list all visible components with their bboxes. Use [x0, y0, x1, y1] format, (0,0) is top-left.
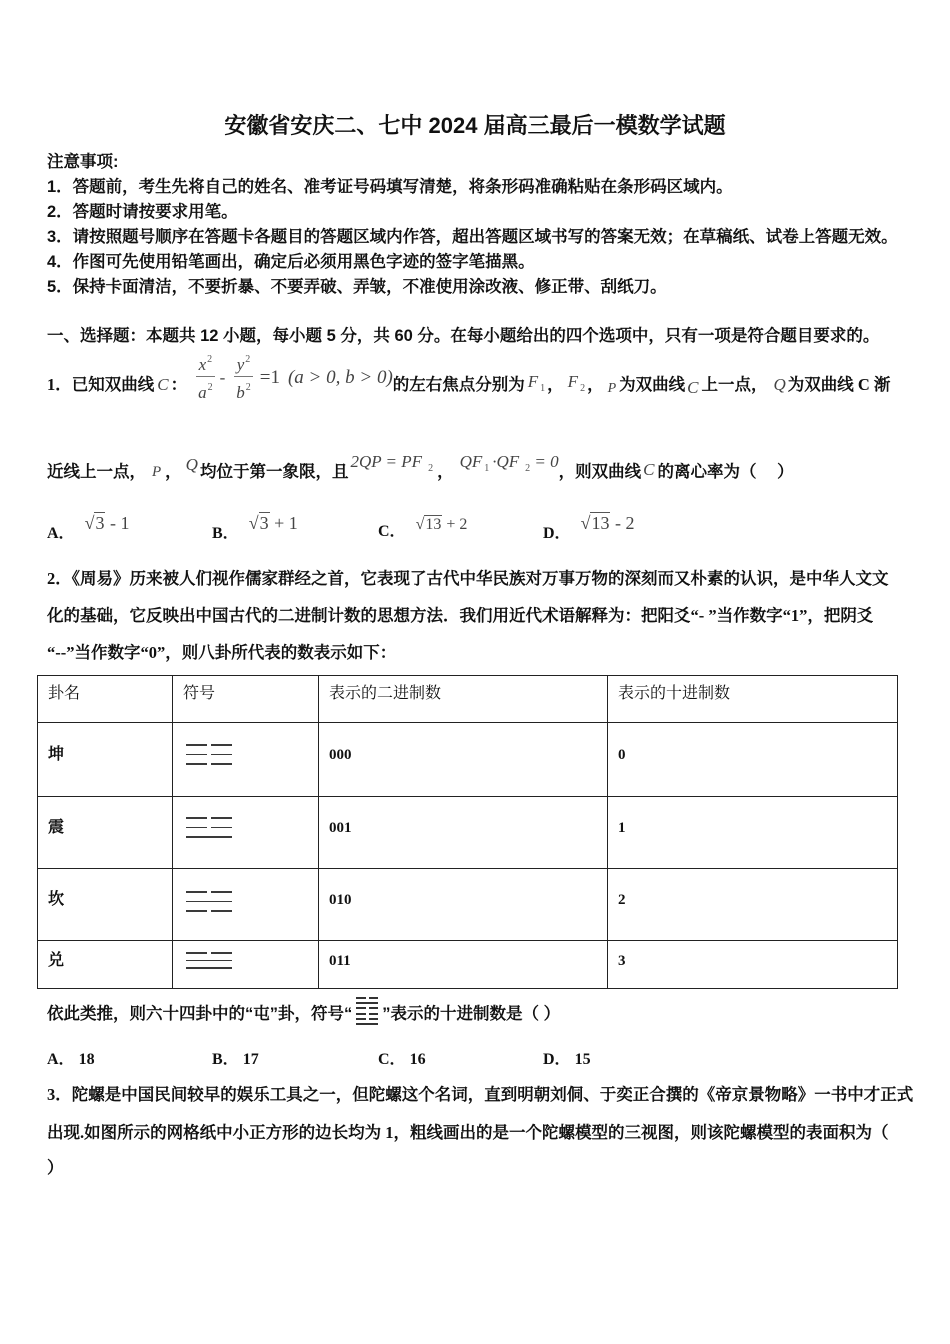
option-label: D． — [543, 525, 571, 542]
hexagram-zhun-icon — [356, 997, 378, 1026]
notice-item: 1．答题前，考生先将自己的姓名、准考证号码填写清楚，将条形码准确粘贴在条形码区域内。 — [47, 178, 733, 196]
q2-line: “--”当作数字“0”，则八卦所代表的数表示如下： — [47, 643, 397, 662]
q3-line: ） — [47, 1158, 64, 1177]
subscript: 1 — [484, 462, 490, 474]
decimal-value: 3 — [608, 941, 898, 989]
page-title: 安徽省安庆二、七中 2024 届高三最后一模数学试题 — [224, 113, 726, 138]
yin-line — [356, 1013, 378, 1015]
table-row — [38, 941, 898, 989]
fraction-denominator: a — [198, 382, 207, 402]
binary-value: 001 — [319, 797, 608, 869]
binary-value: 000 — [319, 723, 608, 797]
yang-line — [186, 960, 232, 962]
focus-letter: F — [567, 371, 579, 391]
q1-text: 近线上一点， — [47, 462, 146, 481]
exponent: 2 — [207, 381, 213, 393]
binary-value: 010 — [319, 869, 608, 941]
notice-item: 2．答题时请按要求用笔。 — [47, 203, 238, 221]
q1-text: 均位于第一象限，且 — [199, 462, 349, 481]
q1-option-b[interactable] — [212, 513, 298, 545]
option-value: 16 — [409, 1051, 426, 1068]
option-rest: + 2 — [442, 516, 468, 533]
trigram-symbol-cell — [173, 723, 319, 797]
fraction-numerator: y — [236, 354, 245, 374]
followup-text: ”表示的十进制数是（ ） — [382, 1005, 561, 1023]
section-heading: 一、选择题：本题共 12 小题，每小题 5 分，共 60 分。在每小题给出的四个选项中，只有一项是符合题目要求的。 — [47, 327, 880, 345]
q1-colon: ： — [170, 375, 188, 394]
math-var-p: P — [152, 464, 162, 480]
decimal-value: 2 — [608, 869, 898, 941]
math-var-c: C — [687, 378, 699, 397]
q1-text: 的离心率为（ ） — [657, 462, 794, 481]
math-f2 — [568, 371, 585, 400]
q1-text: 为双曲线 — [619, 375, 686, 394]
radicand: 3 — [259, 513, 269, 533]
equation-text: QF — [459, 451, 483, 471]
q3-line: 3．陀螺是中国民间较早的娱乐工具之一，但陀螺这个名词，直到明朝刘侗、于奕正合撰的《帝京景物略》一书中才正式 — [47, 1085, 914, 1104]
subscript: 2 — [580, 382, 586, 394]
option-value: 17 — [242, 1051, 259, 1068]
q2-followup — [47, 1003, 560, 1025]
subscript: 2 — [428, 462, 434, 474]
decimal-value: 1 — [608, 797, 898, 869]
q2-option-a[interactable] — [47, 1049, 95, 1071]
yin-line — [186, 891, 232, 893]
comma: ， — [437, 462, 454, 481]
equals-one: =1 — [259, 367, 280, 388]
yin-line — [186, 827, 232, 829]
q2-option-c[interactable] — [378, 1049, 426, 1071]
comma: ， — [587, 375, 604, 394]
radicand: 13 — [425, 516, 442, 533]
comma: ， — [547, 375, 564, 394]
option-value: √13 + 2 — [415, 516, 468, 533]
q1-text: 上一点， — [701, 375, 768, 394]
option-value: √3 + 1 — [248, 513, 298, 533]
minus-sign: - — [219, 368, 226, 387]
q2-option-d[interactable] — [543, 1049, 591, 1071]
q2-line: 2．《周易》历来被人们视作儒家群经之首，它表现了古代中华民族对万事万物的深刻而又朴素的认识，是中华人文文 — [47, 569, 889, 588]
yin-line — [186, 763, 232, 765]
fraction-x2-a2 — [195, 349, 216, 404]
option-label: A． — [47, 525, 75, 542]
yin-line — [186, 754, 232, 756]
focus-letter: F — [527, 371, 539, 391]
trigram-symbol-cell — [173, 869, 319, 941]
table-header-row — [38, 676, 898, 723]
yang-line — [356, 1002, 378, 1004]
subscript: 1 — [540, 382, 546, 394]
option-rest: - 2 — [610, 513, 635, 533]
trigram-zhen-icon — [186, 817, 232, 838]
math-var-p: P — [607, 381, 617, 396]
yang-line — [186, 836, 232, 838]
followup-text: 依此类推，则六十四卦中的“屯”卦，符号“ — [47, 1005, 353, 1023]
condition: (a > 0, b > 0) — [287, 367, 393, 388]
yang-line — [186, 901, 232, 903]
equation-dot-product — [460, 451, 559, 480]
option-label: C． — [378, 523, 406, 540]
option-rest: + 1 — [269, 513, 298, 533]
table-row — [38, 723, 898, 797]
q1-text: ，则双曲线 — [558, 462, 642, 481]
option-value: 18 — [78, 1051, 95, 1068]
exponent: 2 — [207, 353, 213, 365]
option-label: D． — [543, 1051, 571, 1068]
radicand: 13 — [591, 513, 610, 533]
trigram-symbol-cell — [173, 941, 319, 989]
fraction-denominator: b — [236, 382, 245, 402]
yang-line — [186, 967, 232, 969]
fraction-numerator: x — [198, 354, 207, 374]
yin-line — [356, 1018, 378, 1020]
comma: ， — [165, 462, 182, 481]
trigram-name: 坤 — [38, 723, 173, 797]
equation-2qp-pf2 — [350, 451, 433, 480]
q1-option-c[interactable] — [378, 516, 468, 543]
trigram-name: 震 — [38, 797, 173, 869]
q2-option-b[interactable] — [212, 1049, 259, 1071]
notice-item: 3．请按照题号顺序在答题卡各题目的答题区域内作答，超出答题区域书写的答案无效；在草稿纸、试卷上答题无效。 — [47, 228, 898, 246]
q1-option-d[interactable] — [543, 513, 635, 545]
fraction-y2-b2 — [233, 349, 254, 404]
binary-value: 011 — [319, 941, 608, 989]
trigram-kun-icon — [186, 744, 232, 765]
option-label: B． — [212, 1051, 239, 1068]
q1-text: 为双曲线 C 渐 — [787, 375, 891, 394]
option-value: 15 — [574, 1051, 591, 1068]
option-value: √3 - 1 — [84, 513, 130, 533]
equation-text: = 0 — [530, 451, 559, 471]
trigram-name: 兑 — [38, 941, 173, 989]
option-label: C． — [378, 1051, 406, 1068]
option-value: √13 - 2 — [580, 513, 635, 533]
yang-line — [356, 1023, 378, 1025]
math-var-c: C — [643, 460, 655, 479]
notice-item: 5．保持卡面清洁，不要折暴、不要弄破、弄皱，不准使用涂改液、修正带、刮纸刀。 — [47, 278, 667, 296]
equation-text: 2QP = PF — [350, 451, 423, 471]
column-header: 表示的二进制数 — [319, 676, 608, 723]
q2-line: 化的基础，它反映出中国古代的二进制计数的思想方法．我们用近代术语解释为：把阳爻“- ”当作数字“1”，把阴爻 — [47, 606, 874, 625]
q1-prefix: 1．已知双曲线 — [47, 375, 155, 394]
yin-line — [186, 952, 232, 954]
option-rest: - 1 — [105, 513, 130, 533]
trigram-table — [37, 675, 898, 989]
notice-heading: 注意事项: — [47, 153, 119, 171]
q3-line: 出现.如图所示的网格纸中小正方形的边长均为 1，粗线画出的是一个陀螺模型的三视图，则该陀螺模型的表面积为（ — [47, 1123, 889, 1142]
decimal-value: 0 — [608, 723, 898, 797]
table-row — [38, 869, 898, 941]
option-label: A． — [47, 1051, 75, 1068]
q1-line2 — [47, 451, 794, 483]
math-f1 — [528, 371, 545, 400]
column-header: 符号 — [173, 676, 319, 723]
exponent: 2 — [245, 381, 251, 393]
math-var-q: Q — [773, 375, 786, 394]
q1-line1 — [47, 353, 891, 408]
yin-line — [356, 1007, 378, 1009]
table-row — [38, 797, 898, 869]
yin-line — [186, 744, 232, 746]
q1-option-a[interactable] — [47, 513, 130, 545]
equation-text: ·QF — [492, 451, 520, 471]
trigram-name: 坎 — [38, 869, 173, 941]
trigram-kan-icon — [186, 891, 232, 912]
yin-line — [186, 910, 232, 912]
notice-item: 4．作图可先使用铅笔画出，确定后必须用黑色字迹的签字笔描黑。 — [47, 253, 535, 271]
radicand: 3 — [95, 513, 105, 533]
math-var-c: C — [157, 375, 169, 394]
trigram-dui-icon — [186, 952, 232, 969]
subscript: 2 — [525, 462, 531, 474]
math-var-q: Q — [185, 455, 198, 474]
yin-line — [356, 997, 378, 999]
trigram-symbol-cell — [173, 797, 319, 869]
q1-text: 的左右焦点分别为 — [392, 375, 525, 394]
yin-line — [186, 817, 232, 819]
exponent: 2 — [245, 353, 251, 365]
column-header: 卦名 — [38, 676, 173, 723]
option-label: B． — [212, 525, 239, 542]
column-header: 表示的十进制数 — [608, 676, 898, 723]
